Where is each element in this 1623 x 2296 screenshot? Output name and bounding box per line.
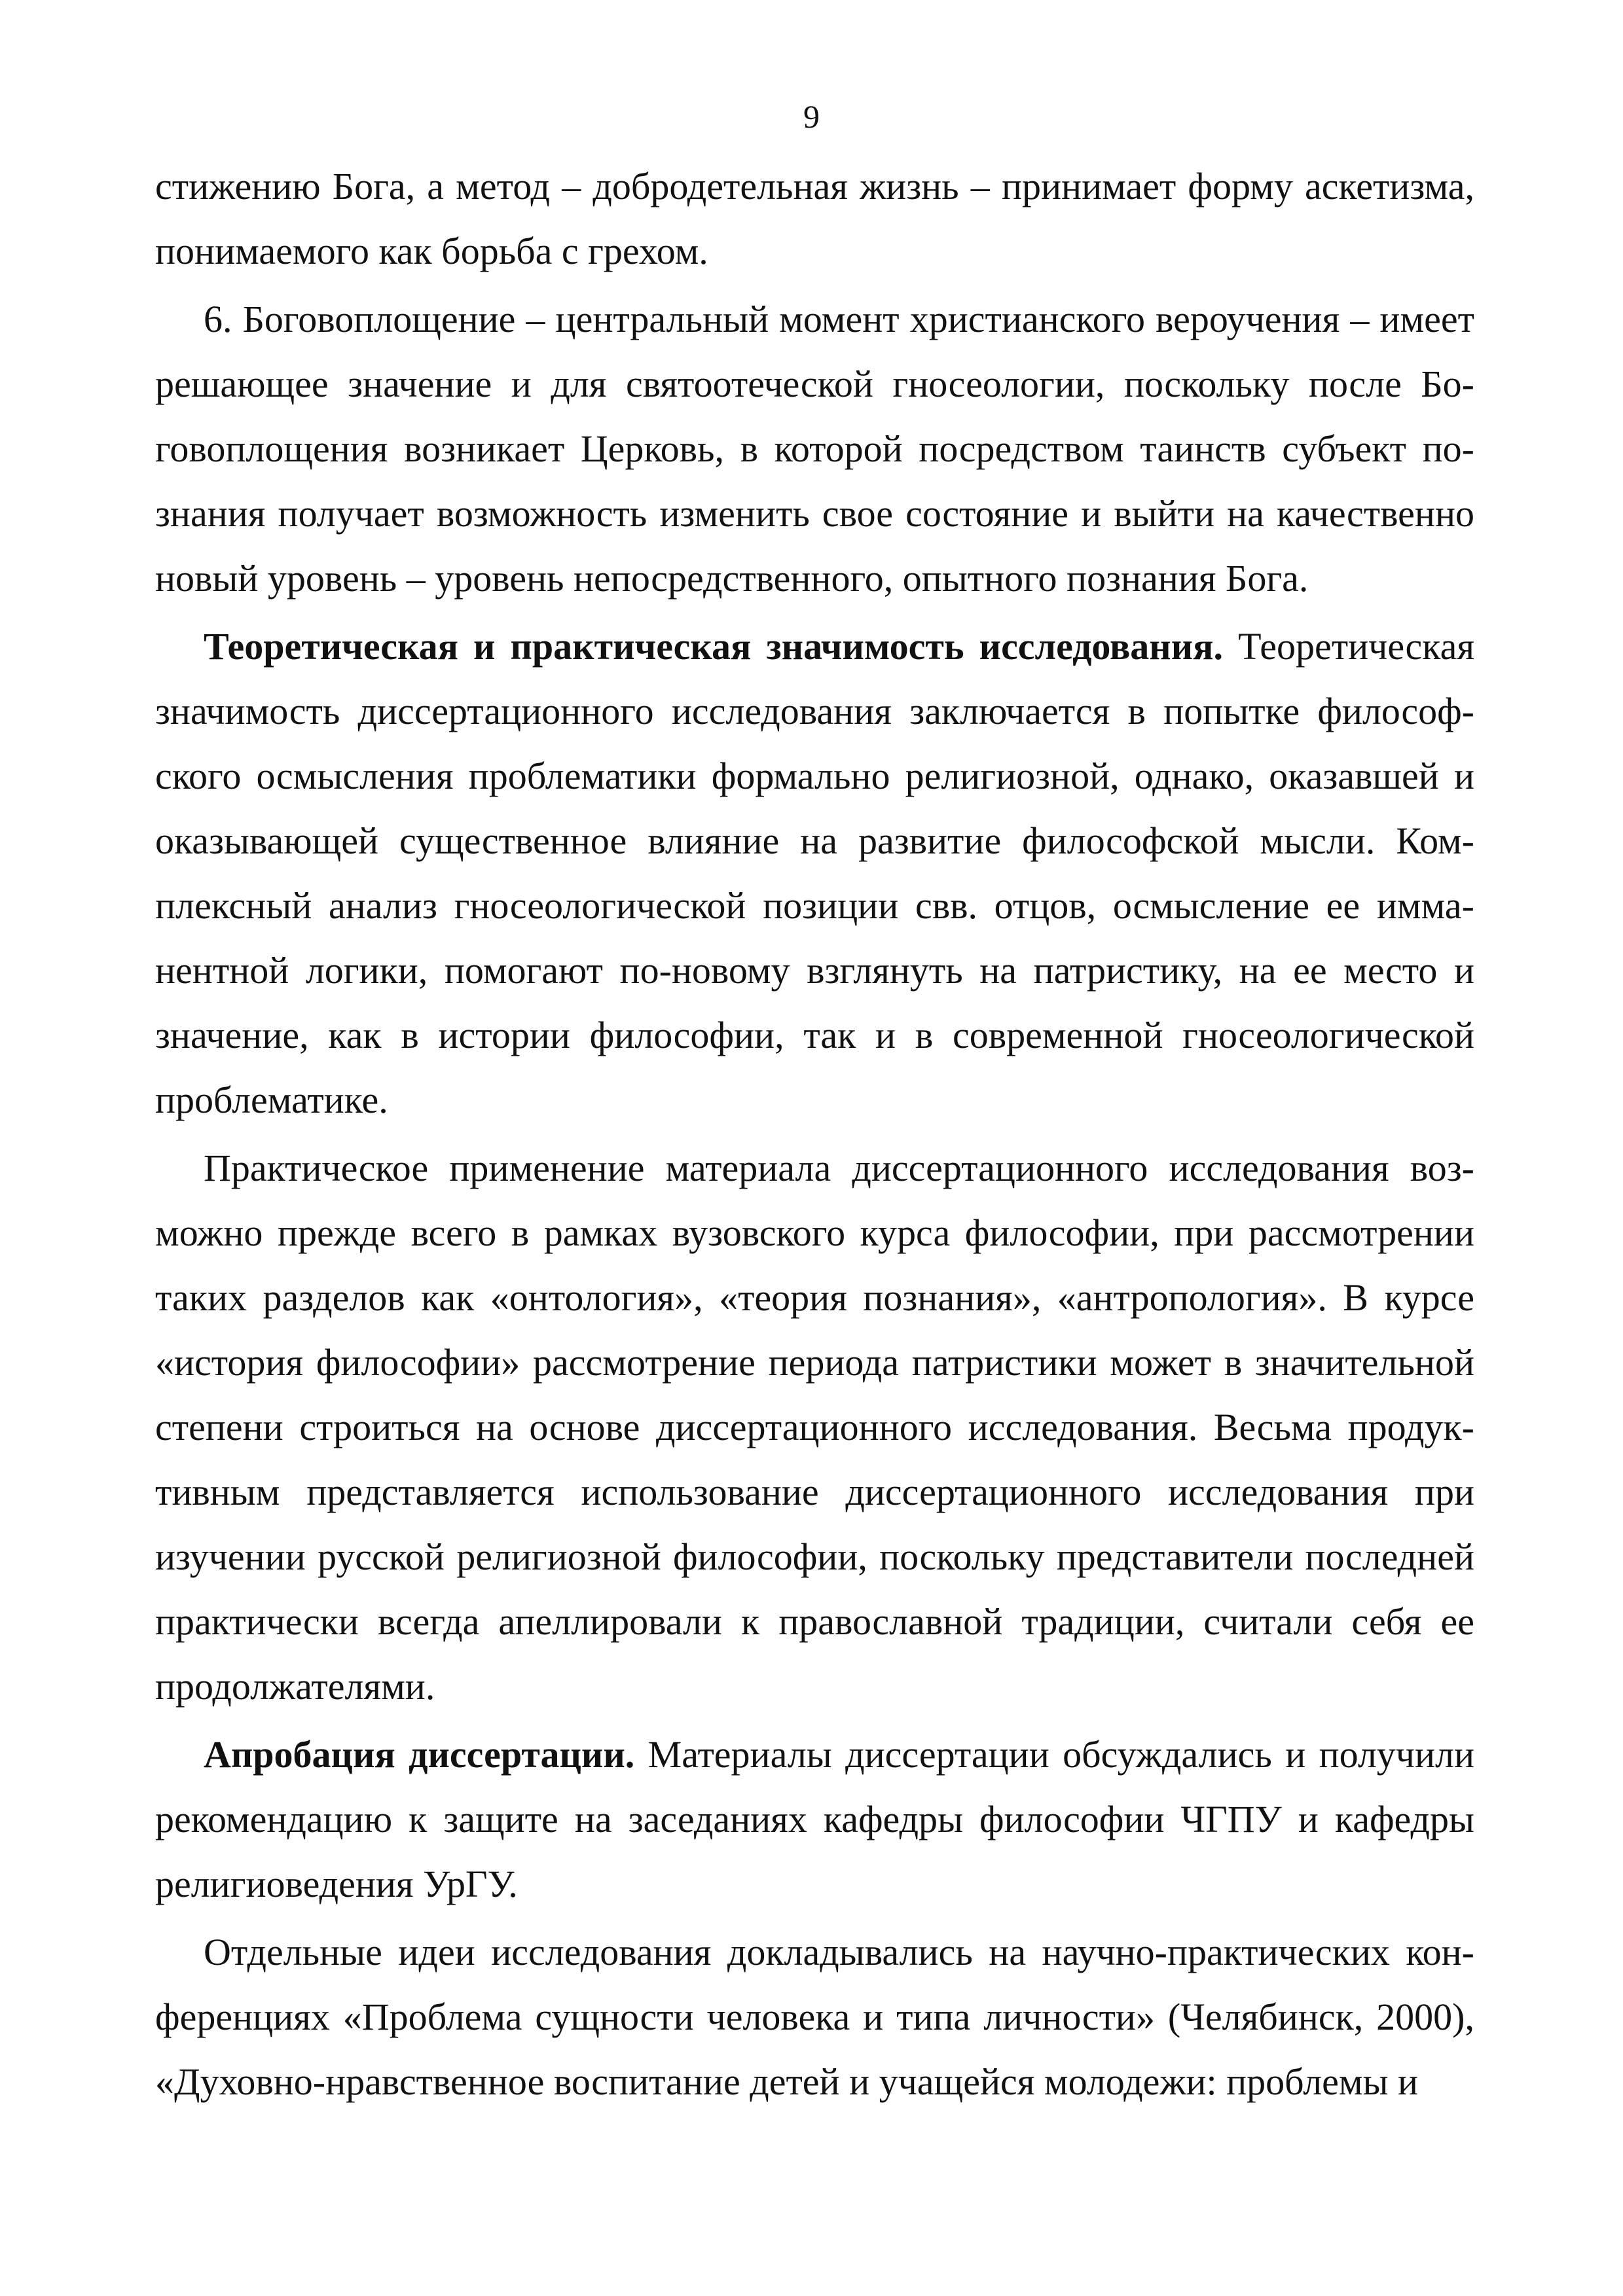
- body-text: [155, 154, 1474, 2117]
- paragraph-incarnation: 6. Боговоплощение – центральный момент христианского вероучения – имеет решающее значение и для святоотеческой гносеологии, поскольку после Боговоплощения возникает Церковь, в которой посредством таинств субъект познания получает возможность изменить свое состояние и выйти на качественно новый уровень – уровень непосредственного, опытного познания Бога.: [155, 298, 1474, 600]
- paragraph-theoretical-significance-text: Теоретическая значимость диссертационного исследования заключается в попытке философского осмысления проблематики формально религиозной, однако, оказавшей и оказывающей существенное влияние на развитие философской мысли. Комплексный анализ гносеологической позиции свв. отцов, осмысление ее имманентной логики, помогают по-новому взглянуть на патристику, на ее место и значение, как в истории философии, так и в современной гносеологической проблематике.: [155, 625, 1474, 1121]
- paragraph-approbation: [155, 1722, 1474, 1916]
- paragraph-approbation-text: Материалы диссертации обсуждались и получили рекомендацию к защите на заседаниях кафедры философии ЧГПУ и кафедры религиоведения УрГУ.: [155, 1733, 1474, 1905]
- paragraph-practical-application: Практическое применение материала диссертационного исследования возможно прежде всего в рамках вузовского курса философии, при рассмотрении таких разделов как «онтология», «теория познания», «антропология». В курсе «история философии» рассмотрение периода патристики может в значительной степени строиться на основе диссертационного исследования. Весьма продуктивным представляется использование диссертационного исследования при изучении русской религиозной философии, поскольку представители последней практически всегда апеллировали к православной традиции, считали себя ее продолжателями.: [155, 1147, 1474, 1708]
- heading-approbation: Апробация диссертации.: [204, 1733, 635, 1776]
- paragraph-ascetic-method: стижению Бога, а метод – добродетельная жизнь – принимает форму аскетизма, понимаемого как борьба с грехом.: [155, 165, 1474, 272]
- page-number: 9: [803, 98, 820, 135]
- paragraph-theoretical-significance: [155, 614, 1474, 1132]
- heading-theoretical-significance: Теоретическая и практическая значимость исследования.: [204, 625, 1224, 668]
- paragraph-conferences: Отдельные идеи исследования докладывались на научно-практических конференциях «Проблема сущности человека и типа личности» (Челябинск, 2000), «Духовно-нравственное воспитание детей и учащейся молодежи: проблемы и: [155, 1931, 1474, 2103]
